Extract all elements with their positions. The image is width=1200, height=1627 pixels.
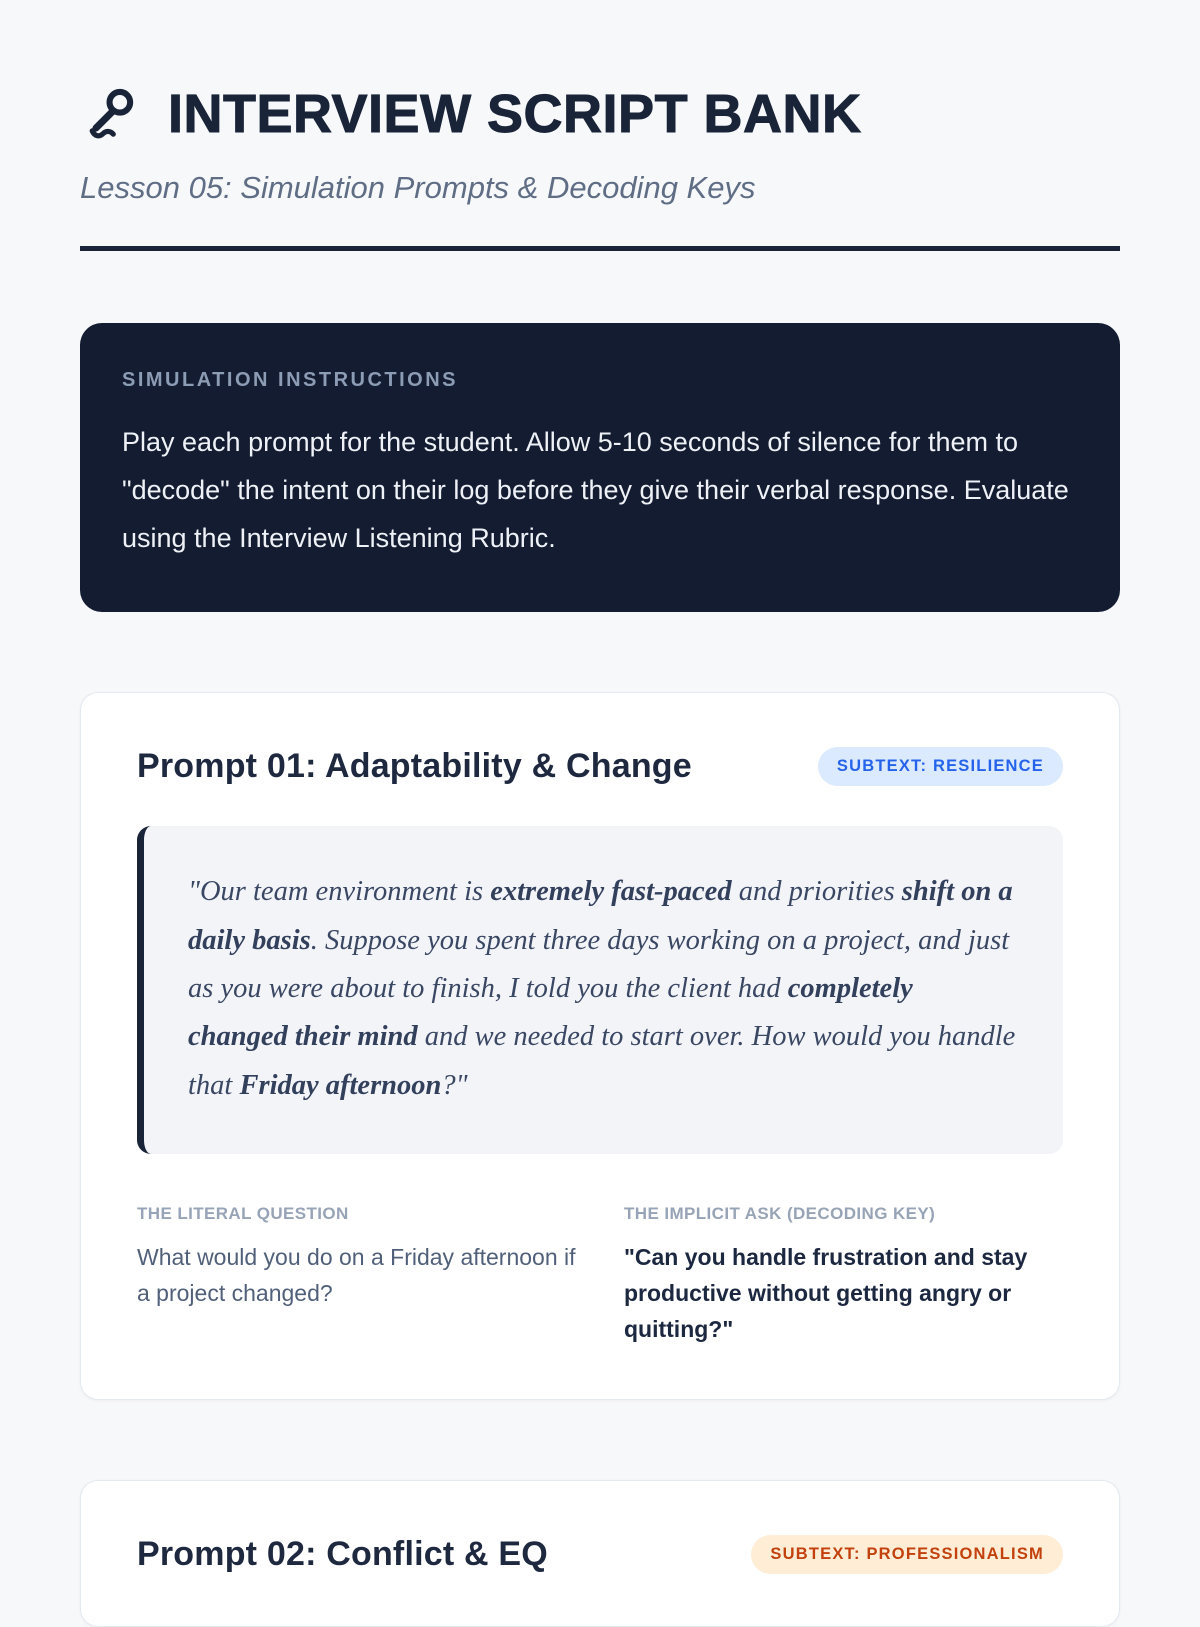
prompt-02-header — [137, 1535, 1063, 1574]
prompt-01-quote: "Our team environment is extremely fast-paced and priorities shift on a daily basis. Suppose you spent three days working on a project, and just as you were about to finish, I told you the client had completely changed their mind and we needed to start over. How would you handle that Friday afternoon?" — [137, 826, 1063, 1154]
prompt-01-decoding-columns — [137, 1204, 1063, 1347]
prompt-01-header — [137, 747, 1063, 786]
implicit-ask-text: "Can you handle frustration and stay productive without getting angry or quitting?" — [624, 1244, 1028, 1342]
title-row — [80, 80, 1120, 148]
header-divider — [80, 246, 1120, 251]
prompt-card-01 — [80, 692, 1120, 1400]
implicit-ask-label: THE IMPLICIT ASK (DECODING KEY) — [624, 1204, 936, 1224]
document-header — [80, 80, 1120, 251]
page-title: INTERVIEW SCRIPT BANK — [168, 84, 862, 144]
prompt-02-subtext-badge: SUBTEXT: PROFESSIONALISM — [751, 1535, 1063, 1574]
literal-question-column — [137, 1204, 576, 1347]
microphone-icon — [80, 80, 140, 148]
literal-question-label: THE LITERAL QUESTION — [137, 1204, 349, 1224]
implicit-ask-column — [624, 1204, 1063, 1347]
instructions-label: SIMULATION INSTRUCTIONS — [122, 369, 459, 391]
prompt-02-title: Prompt 02: Conflict & EQ — [137, 1535, 548, 1574]
literal-question-text: What would you do on a Friday afternoon if a project changed? — [137, 1244, 576, 1306]
instructions-body: Play each prompt for the student. Allow 5-10 seconds of silence for them to "decode" the intent on their log before they give their verbal response. Evaluate using the Interview Listening Rubric. — [122, 427, 1069, 554]
prompt-01-subtext-badge: SUBTEXT: RESILIENCE — [818, 747, 1063, 786]
prompt-card-02 — [80, 1480, 1120, 1627]
prompt-01-title: Prompt 01: Adaptability & Change — [137, 747, 692, 786]
page-subtitle: Lesson 05: Simulation Prompts & Decoding Keys — [80, 170, 756, 205]
simulation-instructions-panel — [80, 323, 1120, 612]
